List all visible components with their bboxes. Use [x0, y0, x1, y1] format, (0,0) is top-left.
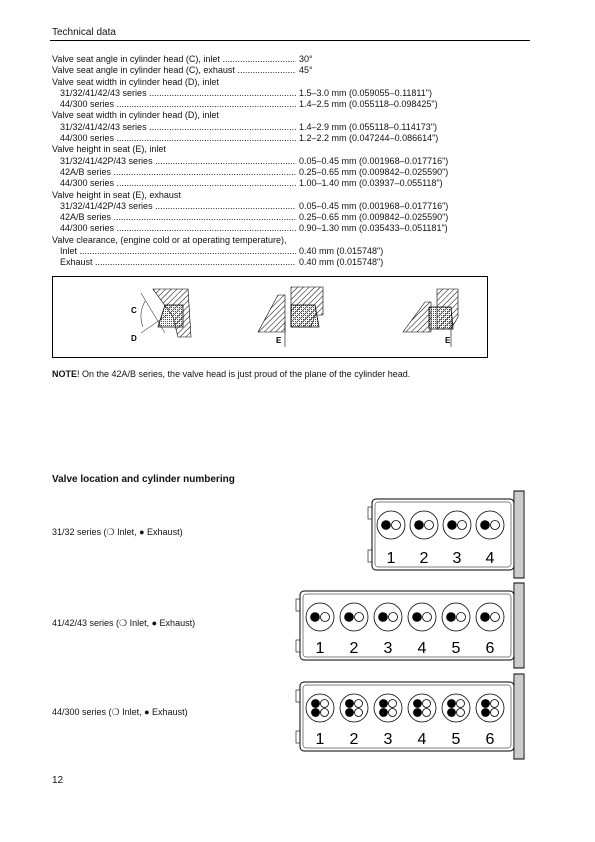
inlet-valve: [457, 700, 465, 708]
page-header: Technical data: [52, 27, 116, 38]
spec-label: Valve clearance, (engine cold or at operating temperature),: [52, 234, 287, 245]
valve-height-drawing-inlet: [258, 287, 323, 347]
spec-row: [52, 54, 472, 65]
cylinder-bore: [476, 511, 504, 539]
exhaust-valve: [414, 709, 422, 717]
spec-value: 0.40 mm (0.015748"): [299, 246, 384, 257]
cylinder-number: 6: [485, 640, 495, 657]
exhaust-valve: [346, 709, 354, 717]
label-c: C: [131, 306, 137, 315]
cylinder-number: 1: [315, 640, 325, 657]
label-e2: E: [445, 336, 451, 345]
spec-label: Exhaust .....: [60, 257, 296, 268]
note-prefix: NOTE: [52, 369, 78, 379]
series-label-31-32: 31/32 series (❍ Inlet, ● Exhaust): [52, 527, 183, 537]
inlet-valve: [457, 709, 465, 717]
note-body: ! On the 42A/B series, the valve head is just proud of the plane of the cylinder head.: [77, 369, 411, 379]
exhaust-valve: [480, 520, 490, 530]
inlet-valve: [423, 700, 431, 708]
page-number: 12: [52, 775, 64, 786]
spec-row: [52, 122, 472, 133]
spec-value: 1.00–1.40 mm (0.03937–0.055118"): [299, 178, 443, 189]
valve-height-drawing-exhaust: [403, 289, 458, 347]
cylinder-head-1: [296, 583, 524, 668]
spec-row: [52, 77, 472, 88]
valve-seat-drawings: [53, 277, 487, 357]
spec-value: 0.05–0.45 mm (0.001968–0.017716"): [299, 155, 449, 166]
cylinder-number: 5: [451, 731, 461, 748]
seat-angle-drawing: [131, 289, 191, 343]
inlet-valve: [355, 700, 363, 708]
cylinder-bore: [476, 694, 504, 722]
spec-value: 0.40 mm (0.015748"): [299, 257, 384, 268]
cylinder-number: 3: [383, 731, 393, 748]
exhaust-valve: [378, 612, 388, 622]
cylinder-bore: [340, 694, 368, 722]
label-d: D: [131, 334, 137, 343]
spec-row: [52, 99, 472, 110]
cylinder-bore: [306, 694, 334, 722]
inlet-valve: [392, 521, 401, 530]
spec-label: Valve seat width in cylinder head (D), inlet: [52, 110, 219, 121]
cylinder-number: 2: [349, 731, 359, 748]
spec-label: 31/32/41/42/43 series .....: [60, 122, 296, 133]
exhaust-valve: [380, 700, 388, 708]
spec-value: 45°: [299, 65, 313, 76]
spec-label: 31/32/41/42P/43 series .....: [60, 201, 296, 212]
spec-value: 0.90–1.30 mm (0.035433–0.051181"): [299, 223, 448, 234]
inlet-valve: [423, 613, 432, 622]
exhaust-valve: [414, 700, 422, 708]
spec-value: 1.4–2.9 mm (0.055118–0.114173"): [299, 121, 437, 132]
exhaust-valve: [482, 709, 490, 717]
spec-label: 44/300 series .....: [60, 178, 296, 189]
spec-row: [52, 156, 472, 167]
spec-value: 1.2–2.2 mm (0.047244–0.086614"): [299, 133, 439, 144]
spec-label: Valve height in seat (E), inlet: [52, 144, 166, 155]
spec-table: [52, 54, 472, 269]
cylinder-number: 3: [452, 550, 462, 567]
cylinder-bore: [443, 511, 471, 539]
inlet-valve: [321, 700, 329, 708]
exhaust-valve: [414, 520, 424, 530]
inlet-valve: [457, 613, 466, 622]
exhaust-valve: [446, 612, 456, 622]
spec-label: 31/32/41/42P/43 series .....: [60, 156, 296, 167]
spec-label: 44/300 series .....: [60, 223, 296, 234]
cylinder-number: 2: [419, 550, 429, 567]
spec-row: [52, 178, 472, 189]
valve-seat-figure: [52, 276, 488, 358]
exhaust-valve: [312, 709, 320, 717]
spec-row: [52, 223, 472, 234]
cylinder-number: 5: [451, 640, 461, 657]
spec-value: 1.5–3.0 mm (0.059055–0.11811"): [299, 87, 432, 98]
exhaust-valve: [381, 520, 391, 530]
inlet-valve: [321, 709, 329, 717]
inlet-valve: [389, 613, 398, 622]
exhaust-valve: [346, 700, 354, 708]
cylinder-bore: [408, 603, 436, 631]
cylinder-bore: [476, 603, 504, 631]
exhaust-valve: [447, 520, 457, 530]
spec-value: 0.25–0.65 mm (0.009842–0.025590"): [299, 166, 449, 177]
spec-row: [52, 190, 472, 201]
spec-value: 30°: [299, 54, 313, 64]
spec-row: [52, 133, 472, 144]
spec-row: [52, 110, 472, 121]
cylinder-bore: [408, 694, 436, 722]
spec-label: 42A/B series .....: [60, 167, 296, 178]
series-label-44-300: 44/300 series (❍ Inlet, ● Exhaust): [52, 707, 188, 717]
exhaust-valve: [448, 709, 456, 717]
inlet-valve: [321, 613, 330, 622]
section-title: Valve location and cylinder numbering: [52, 474, 235, 485]
label-e1: E: [276, 336, 282, 345]
spec-row: [52, 65, 472, 76]
spec-row: [52, 235, 472, 246]
inlet-valve: [491, 521, 500, 530]
inlet-valve: [458, 521, 467, 530]
cylinder-bore: [442, 603, 470, 631]
spec-row: [52, 246, 472, 257]
spec-row: [52, 201, 472, 212]
exhaust-valve: [380, 709, 388, 717]
exhaust-valve: [344, 612, 354, 622]
inlet-valve: [355, 709, 363, 717]
spec-label: Inlet .....: [60, 246, 296, 257]
spec-label: 42A/B series .....: [60, 212, 296, 223]
cylinder-number: 1: [315, 731, 325, 748]
exhaust-valve: [412, 612, 422, 622]
exhaust-valve: [480, 612, 490, 622]
spec-row: [52, 167, 472, 178]
inlet-valve: [389, 700, 397, 708]
exhaust-valve: [448, 700, 456, 708]
cylinder-number: 4: [417, 640, 427, 657]
cylinder-number: 6: [485, 731, 495, 748]
spec-row: [52, 88, 472, 99]
inlet-valve: [491, 700, 499, 708]
series-label-41-42-43: 41/42/43 series (❍ Inlet, ● Exhaust): [52, 618, 196, 628]
cylinder-number: 4: [417, 731, 427, 748]
cylinder-number: 1: [386, 550, 396, 567]
inlet-valve: [491, 709, 499, 717]
spec-label: Valve height in seat (E), exhaust: [52, 189, 181, 200]
spec-row: [52, 257, 472, 268]
exhaust-valve: [310, 612, 320, 622]
spec-value: 0.05–0.45 mm (0.001968–0.017716"): [299, 200, 449, 211]
cylinder-bore: [374, 603, 402, 631]
cylinder-bore: [306, 603, 334, 631]
cylinder-head-2: [296, 674, 524, 759]
cylinder-bore: [410, 511, 438, 539]
header-rule: [50, 40, 530, 41]
spec-label: Valve seat width in cylinder head (D), inlet: [52, 76, 219, 87]
spec-label: 44/300 series .....: [60, 133, 296, 144]
cylinder-bore: [442, 694, 470, 722]
spec-value: 1.4–2.5 mm (0.055118–0.098425"): [299, 99, 438, 110]
cylinder-head-0: [368, 491, 524, 578]
inlet-valve: [355, 613, 364, 622]
cylinder-number: 3: [383, 640, 393, 657]
inlet-valve: [389, 709, 397, 717]
spec-label: 44/300 series .....: [60, 99, 296, 110]
spec-value: 0.25–0.65 mm (0.009842–0.025590"): [299, 212, 449, 223]
spec-row: [52, 212, 472, 223]
inlet-valve: [491, 613, 500, 622]
exhaust-valve: [312, 700, 320, 708]
inlet-valve: [423, 709, 431, 717]
inlet-valve: [425, 521, 434, 530]
cylinder-bore: [377, 511, 405, 539]
note-text: [52, 369, 410, 379]
spec-label: 31/32/41/42/43 series .....: [60, 88, 296, 99]
cylinder-bore: [340, 603, 368, 631]
spec-row: [52, 144, 472, 155]
exhaust-valve: [482, 700, 490, 708]
cylinder-number: 2: [349, 640, 359, 657]
cylinder-number: 4: [485, 550, 495, 567]
spec-label: Valve seat angle in cylinder head (C), inlet .....: [52, 54, 296, 65]
cylinder-bore: [374, 694, 402, 722]
spec-label: Valve seat angle in cylinder head (C), exhaust .....: [52, 65, 296, 76]
